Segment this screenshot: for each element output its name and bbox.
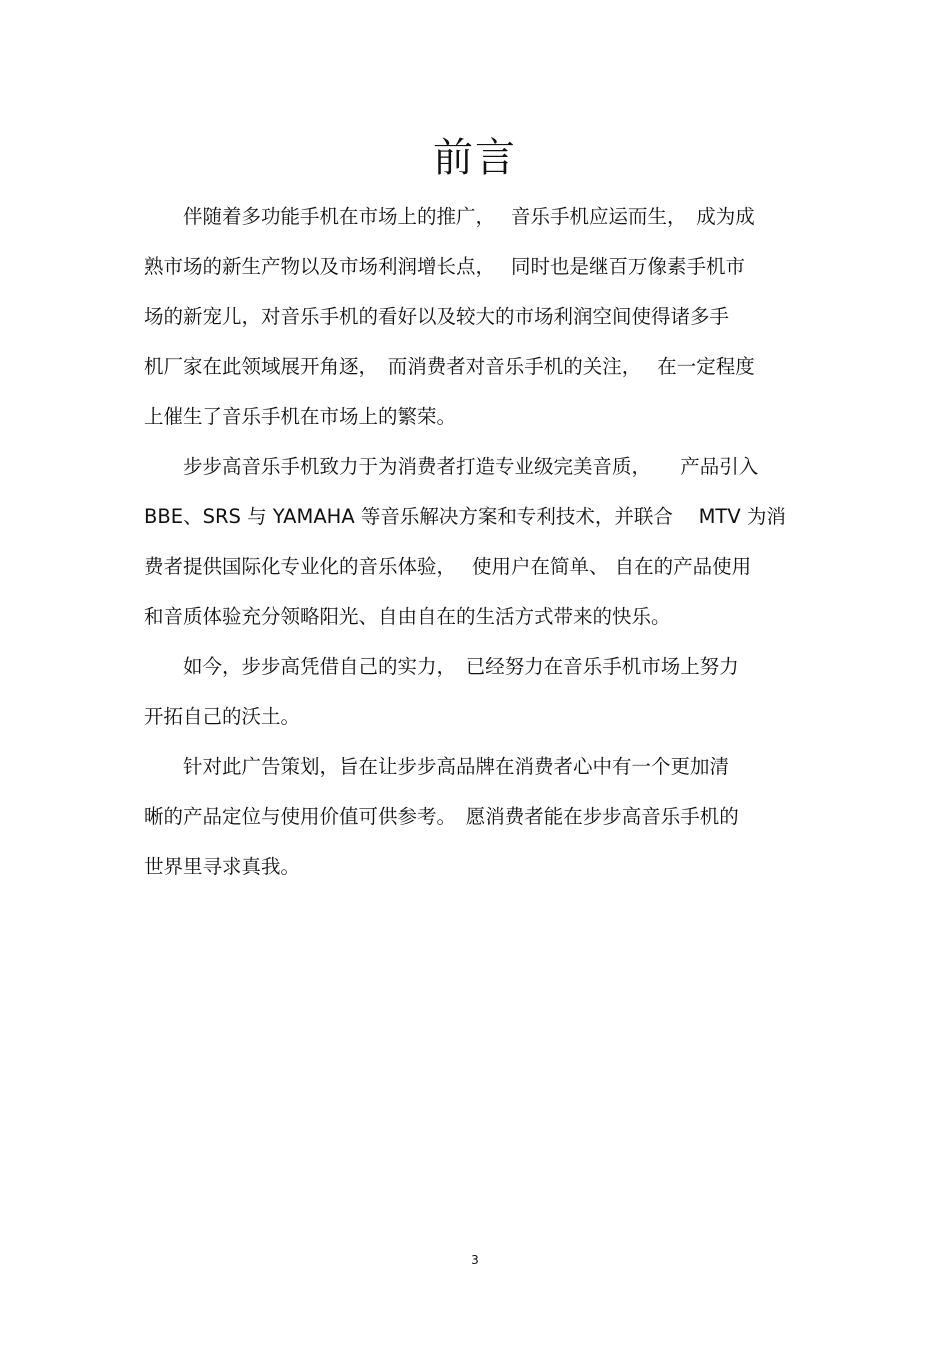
body-line: 开拓自己的沃土。 bbox=[144, 705, 301, 728]
body-line: 和音质体验充分领略阳光、自由自在的生活方式带来的快乐。 bbox=[144, 605, 671, 628]
body-line: 晰的产品定位与使用价值可供参考。 愿消费者能在步步高音乐手机的 bbox=[144, 805, 739, 828]
body-line: 世界里寻求真我。 bbox=[144, 855, 301, 878]
body-line: 步步高音乐手机致力于为消费者打造专业级完美音质， 产品引入 bbox=[144, 455, 759, 478]
body-line: 熟市场的新生产物以及市场利润增长点， 同时也是继百万像素手机市 bbox=[144, 255, 745, 278]
body-line: 费者提供国际化专业化的音乐体验， 使用户在简单、 自在的产品使用 bbox=[144, 555, 752, 578]
body-line: 针对此广告策划，旨在让步步高品牌在消费者心中有一个更加清 bbox=[144, 755, 730, 778]
page-title: 前言 bbox=[433, 135, 517, 181]
body-line: 伴随着多功能手机在市场上的推广， 音乐手机应运而生， 成为成 bbox=[144, 205, 755, 228]
body-line: 上催生了音乐手机在市场上的繁荣。 bbox=[144, 405, 457, 428]
page-number: 3 bbox=[471, 1253, 479, 1267]
body-line: 如今，步步高凭借自己的实力， 已经努力在音乐手机市场上努力 bbox=[144, 655, 739, 678]
body-line: BBE、SRS 与 YAMAHA 等音乐解决方案和专利技术，并联合 MTV 为消 bbox=[144, 505, 786, 528]
body-line: 场的新宠儿，对音乐手机的看好以及较大的市场利润空间使得诸多手 bbox=[144, 305, 730, 328]
body-line: 机厂家在此领域展开角逐， 而消费者对音乐手机的关注， 在一定程度 bbox=[144, 355, 755, 378]
